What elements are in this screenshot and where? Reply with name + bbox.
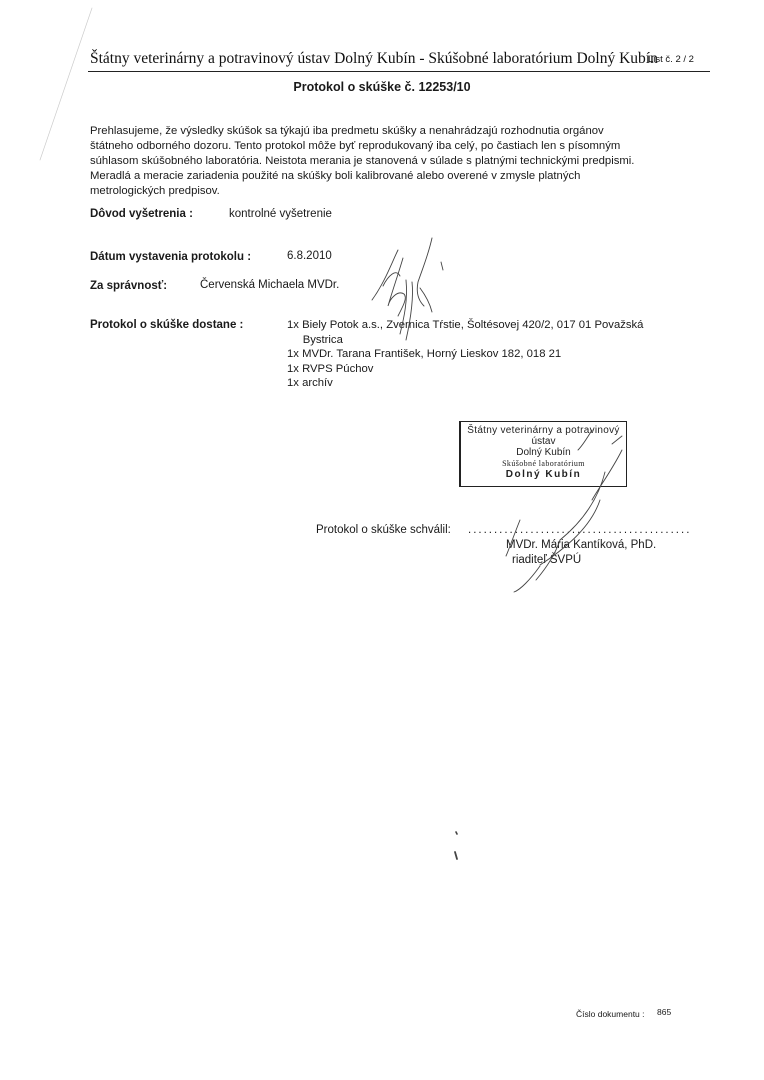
declaration-line: Prehlasujeme, že výsledky skúšok sa týkajú iba predmetu skúšky a nenahrádzajú rozhodnutia orgánov xyxy=(90,125,604,137)
stamp-line: Dolný Kubín xyxy=(516,447,571,458)
declaration-line: Meradlá a meracie zariadenia použité na skúšky boli kalibrované alebo overené v zmysle platných xyxy=(90,170,581,182)
speck xyxy=(456,832,457,834)
approver-role: riaditeľ ŠVPÚ xyxy=(512,553,582,566)
approver xyxy=(506,538,656,567)
issue-date-value: 6.8.2010 xyxy=(287,250,332,262)
stamp-line: Štátny veterinárny a potravinový xyxy=(467,425,620,436)
reason-label: Dôvod vyšetrenia : xyxy=(90,208,193,220)
approval-label: Protokol o skúške schválil: xyxy=(316,524,451,536)
protocol-title: Protokol o skúške č. 12253/10 xyxy=(293,80,471,94)
stamp-line: ústav xyxy=(531,436,556,447)
list-item: 1x RVPS Púchov xyxy=(287,362,374,375)
speck xyxy=(455,852,457,859)
sheet-number: List č. 2 / 2 xyxy=(648,54,694,65)
recipients-list xyxy=(287,318,643,391)
list-item: 1x archív xyxy=(287,377,333,389)
stamp-line: Dolný Kubín xyxy=(505,469,582,480)
declaration-line: metrologických predpisov. xyxy=(90,185,220,197)
header-divider xyxy=(88,71,710,72)
reason-value: kontrolné vyšetrenie xyxy=(229,208,332,220)
declaration-line: štátneho odborného dozoru. Tento protokol môže byť reprodukovaný iba celý, po častiach len s písomným xyxy=(90,140,621,152)
stamp-line: Skúšobné laboratórium xyxy=(502,459,585,468)
correctness-value: Červenská Michaela MVDr. xyxy=(200,279,340,291)
list-item: Bystrica xyxy=(287,333,343,346)
recipients-label: Protokol o skúške dostane : xyxy=(90,319,244,331)
declaration-paragraph xyxy=(90,124,730,199)
laboratory-name: Štátny veterinárny a potravinový ústav Dolný Kubín - Skúšobné laboratórium Dolný Kubín xyxy=(90,50,658,67)
institution-stamp xyxy=(459,421,627,487)
correctness-label: Za správnosť: xyxy=(90,280,168,292)
approver-name: MVDr. Mária Kantíková, PhD. xyxy=(506,539,657,551)
list-item: 1x MVDr. Tarana František, Horný Lieskov 182, 018 21 xyxy=(287,348,562,360)
document-number-label: Číslo dokumentu : xyxy=(576,1009,645,1019)
issue-date-label: Dátum vystavenia protokolu : xyxy=(90,251,252,263)
document-number-value: 865 xyxy=(657,1007,672,1017)
list-item: 1x Biely Potok a.s., Zvernica Tŕstie, Šoltésovej 420/2, 017 01 Považská xyxy=(287,319,644,331)
declaration-line: súhlasom skúšobného laboratória. Neistota merania je stanovená v súlade s platnými technickými predpismi. xyxy=(90,155,635,167)
signature-line: ........................................... xyxy=(468,524,692,536)
